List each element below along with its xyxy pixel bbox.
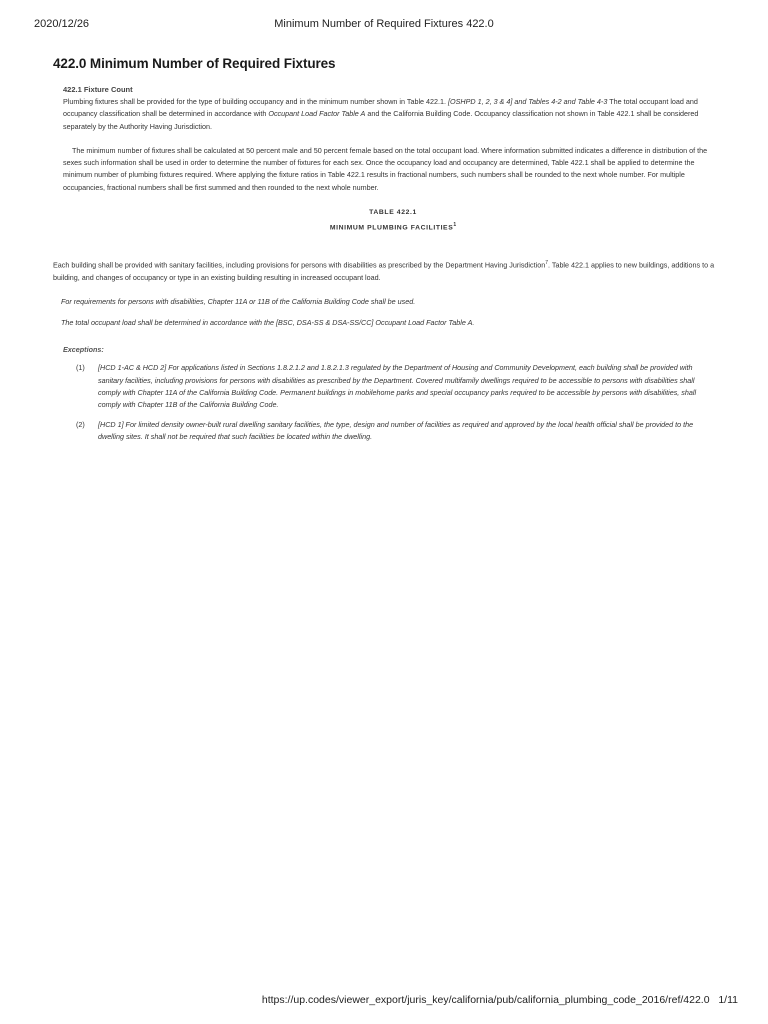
exception-item — [53, 419, 723, 444]
print-date: 2020/12/26 — [34, 18, 90, 30]
para3-text-b: . Table 422.1 applies to new buildings, additions to a building, and changes of occupancy or type in an existing building resulting in increased occupant load. — [53, 260, 715, 283]
exception-text: [HCD 1-AC & HCD 2] For applications listed in Sections 1.8.2.1.2 and 1.8.2.1.3 regulated by the Department of Housing and Community Development, each building shall be provided with sanitary facilities, including provisions for persons with disabilities as prescribed by the Department. Covered multifamily dwellings required to be accessible to persons with disabilities shall comply with Chapter 11A of the California Building Code. Permanent buildings in mobilehome parks and special occupancy parks required to be accessible by persons with disabilities, shall comply with Chapter 11B of the California Building Code. — [98, 363, 697, 410]
note-disabilities: For requirements for persons with disabilities, Chapter 11A or 11B of the California Building Code shall be used. — [61, 297, 416, 307]
exception-number: (2) — [76, 419, 85, 429]
para1-oshpd-ref: [OSHPD 1, 2, 3 & 4] and Tables 4-2 and Table 4-3 — [448, 97, 608, 106]
para3-text-a: Each building shall be provided with sanitary facilities, including provisions for persons with disabilities as prescribed by the Department Having Jurisdiction — [53, 260, 546, 270]
table-label: TABLE 422.1 — [369, 209, 417, 217]
page-title: 422.0 Minimum Number of Required Fixtures — [53, 56, 336, 71]
exceptions-list — [53, 362, 723, 443]
para3-footnote: 7 — [545, 260, 548, 267]
note-occupant-load: The total occupant load shall be determined in accordance with the [BSC, DSA-SS & DSA-SS/CC] Occupant Load Factor Table A. — [61, 318, 475, 328]
para1-occupant-load-ref: Occupant Load Factor Table A — [268, 109, 366, 119]
exception-text: [HCD 1] For limited density owner-built rural dwelling sanitary facilities, the type, design and number of facilities as required and approved by the local health official shall be provided to the dwelling sites. It shall not be required that such facilities be located within the dwelling. — [98, 419, 694, 441]
paragraph-sanitary-facilities — [53, 257, 723, 284]
table-title-footnote: 1 — [453, 222, 457, 229]
table-title-text: MINIMUM PLUMBING FACILITIES — [329, 224, 454, 232]
document-body — [53, 56, 723, 450]
para1-text-e: and the California Building Code. Occupancy classification not shown in Table 422.1 shall be considered separately by the Authority Having Jurisdiction. — [63, 109, 699, 131]
para1-text-c: The total occupant load and occupancy classification shall be determined in accordance with — [63, 97, 698, 119]
print-title: Minimum Number of Required Fixtures 422.0 — [274, 18, 494, 30]
exception-number: (1) — [76, 363, 85, 373]
section-422-1 — [53, 85, 723, 234]
print-header — [0, 18, 768, 32]
paragraph-fixture-calculation: The minimum number of fixtures shall be calculated at 50 percent male and 50 percent female based on the total occupant load. Where information submitted indicates a difference in distribution of the sexes such information shall be used in order to determine the number of fixtures for each sex. Once the occupancy load and occupancy are determined, Table 422.1 shall be applied to determine the minimum number of plumbing fixtures required. Where applying the fixture ratios in Table 422.1 results in fractional numbers, such numbers shall be rounded to the next whole number. For multiple occupancies, fractional numbers shall be first summed and then rounded to the next whole number. — [63, 145, 708, 192]
paragraph-fixture-count — [63, 96, 723, 133]
footer-page-number: 1/11 — [718, 994, 738, 1006]
footer-url: https://up.codes/viewer_export/juris_key/california/pub/california_plumbing_code_2016/ref/422.0 — [261, 994, 710, 1006]
table-caption — [63, 206, 723, 234]
exceptions-label: Exceptions: — [63, 345, 104, 355]
section-heading: 422.1 Fixture Count — [63, 85, 133, 94]
exception-item — [53, 362, 723, 411]
print-footer — [262, 994, 738, 1006]
para1-text-a: Plumbing fixtures shall be provided for the type of building occupancy and in the minimum number shown in Table 422.1. — [63, 97, 449, 106]
table-title — [63, 219, 723, 234]
